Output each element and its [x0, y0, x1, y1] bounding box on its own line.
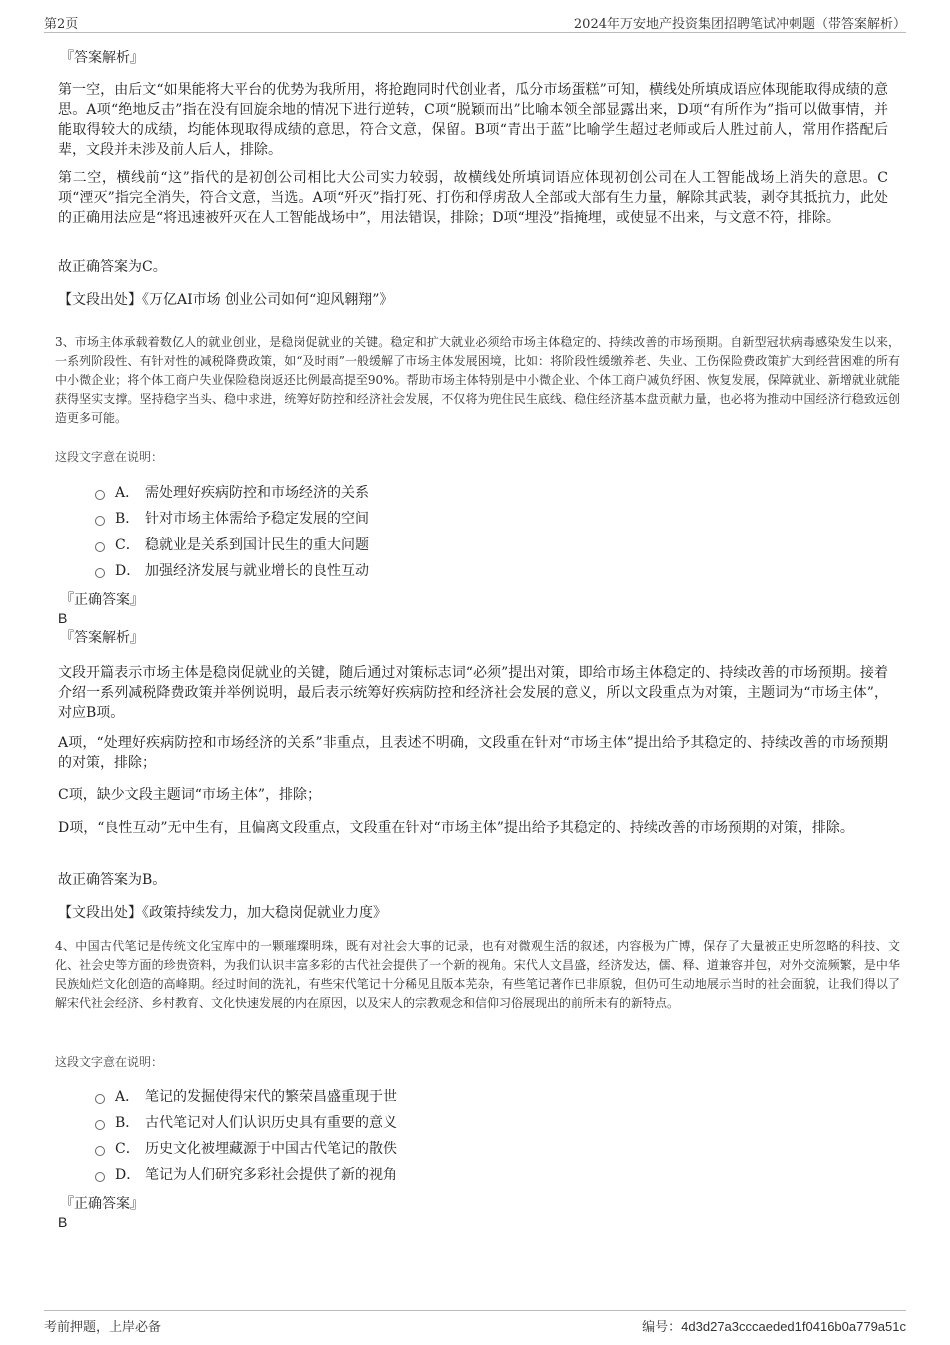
- option-letter: A．: [115, 485, 140, 501]
- answer-conclusion: 故正确答案为B。: [58, 872, 167, 888]
- option-letter: C．: [115, 1141, 140, 1157]
- option-a[interactable]: [95, 1087, 397, 1107]
- analysis-paragraph-3: C项，缺少文段主题词“市场主体”，排除；: [58, 787, 322, 803]
- radio-icon[interactable]: [95, 1094, 105, 1104]
- option-d[interactable]: [95, 561, 369, 581]
- page-header: [44, 10, 906, 33]
- analysis-label: 『答案解析』: [60, 50, 144, 66]
- footer-slogan: 考前押题，上岸必备: [44, 1320, 162, 1335]
- option-text: 笔记的发掘使得宋代的繁荣昌盛重现于世: [145, 1089, 397, 1105]
- option-letter: D．: [115, 563, 141, 579]
- code-label: 编号：: [642, 1320, 682, 1335]
- analysis-paragraph-1: 文段开篇表示市场主体是稳岗促就业的关键，随后通过对策标志词“必须”提出对策，即给市场主体稳定的、持续改善的市场预期。接着介绍一系列减税降费政策并举例说明，最后表示统筹好疾病防控和经济社会发展的意义，所以文段重点为对策，主题词为“市场主体”，对应B项。: [58, 665, 888, 721]
- option-letter: C．: [115, 537, 140, 553]
- radio-icon[interactable]: [95, 490, 105, 500]
- correct-answer: B: [58, 610, 68, 626]
- correct-answer-label: 『正确答案』: [60, 1196, 144, 1212]
- option-b[interactable]: [95, 1113, 397, 1133]
- option-c[interactable]: [95, 535, 369, 555]
- radio-icon[interactable]: [95, 1146, 105, 1156]
- question-3-prompt: 这段文字意在说明：: [55, 450, 164, 464]
- option-text: 加强经济发展与就业增长的良性互动: [145, 563, 369, 579]
- option-text: 针对市场主体需给予稳定发展的空间: [145, 511, 369, 527]
- analysis-paragraph-4: D项，“良性互动”无中生有，且偏离文段重点，文段重在针对“市场主体”提出给予其稳定的、持续改善的市场预期的对策，排除。: [58, 820, 854, 836]
- radio-icon[interactable]: [95, 568, 105, 578]
- radio-icon[interactable]: [95, 1172, 105, 1182]
- option-letter: D．: [115, 1167, 141, 1183]
- document-title: 2024年万安地产投资集团招聘笔试冲刺题（带答案解析）: [573, 17, 906, 32]
- page-number: 第2页: [44, 17, 79, 32]
- answer-conclusion: 故正确答案为C。: [58, 259, 167, 275]
- option-text: 古代笔记对人们认识历史具有重要的意义: [145, 1115, 397, 1131]
- radio-icon[interactable]: [95, 516, 105, 526]
- correct-answer-label: 『正确答案』: [60, 592, 144, 608]
- option-text: 需处理好疾病防控和市场经济的关系: [145, 485, 369, 501]
- option-a[interactable]: [95, 483, 369, 503]
- source-citation: 【文段出处】《政策持续发力，加大稳岗促就业力度》: [58, 905, 387, 921]
- source-citation: 【文段出处】《万亿AI市场 创业公司如何“迎风翱翔”》: [58, 292, 394, 308]
- analysis-paragraph-2: 第二空，横线前“这”指代的是初创公司相比大公司实力较弱，故横线处所填词语应体现初创公司在人工智能战场上消失的意思。C项“湮灭”指完全消失，符合文意，当选。A项“歼灭”指打死、打伤和俘虏敌人全部或大部有生力量，解除其武装，剥夺其抵抗力，此处的正确用法应是“将迅速被歼灭在人工智能战场中”，用法错误，排除；D项“埋没”指掩埋，或使显不出来，与文意不符，排除。: [58, 170, 888, 226]
- option-b[interactable]: [95, 509, 369, 529]
- question-4-prompt: 这段文字意在说明：: [55, 1055, 164, 1069]
- analysis-paragraph-2: A项，“处理好疾病防控和市场经济的关系”非重点，且表述不明确，文段重在针对“市场主体”提出给予其稳定的、持续改善的市场预期的对策，排除；: [58, 735, 888, 771]
- option-letter: B．: [115, 1115, 140, 1131]
- option-d[interactable]: [95, 1165, 397, 1185]
- document-code: [642, 1316, 906, 1335]
- option-text: 稳就业是关系到国计民生的重大问题: [145, 537, 369, 553]
- analysis-paragraph-1: 第一空，由后文“如果能将大平台的优势为我所用，将抢跑同时代创业者，瓜分市场蛋糕”可知，横线处所填成语应体现能取得成绩的意思。A项“绝地反击”指在没有回旋余地的情况下进行逆转，C项“脱颖而出”比喻本领全部显露出来，D项“有所作为”指可以做事情，并能取得较大的成绩，均能体现取得成绩的意思，符合文意，保留。B项“青出于蓝”比喻学生超过老师或后人胜过前人，常用作搭配后辈，文段并未涉及前人后人，排除。: [58, 82, 888, 158]
- option-letter: B．: [115, 511, 140, 527]
- analysis-label: 『答案解析』: [60, 630, 144, 646]
- question-3-text: 3、市场主体承载着数亿人的就业创业，是稳岗促就业的关键。稳定和扩大就业必须给市场主体稳定的、持续改善的市场预期。自新型冠状病毒感染发生以来，一系列阶段性、有针对性的减税降费政策，如“及时雨”一般缓解了市场主体发展困境，比如：将阶段性缓缴养老、失业、工伤保险费政策扩大到经营困难的所有中小微企业；将个体工商户失业保险稳岗返还比例最高提至90%。帮助市场主体特别是中小微企业、个体工商户减负纾困、恢复发展，保障就业、新增就业就能获得坚实支撑。坚持稳字当头、稳中求进，统筹好防控和经济社会发展，不仅将为兜住民生底线、稳住经济基本盘贡献力量，也必将为推动中国经济行稳致远创造更多可能。: [55, 335, 900, 425]
- option-letter: A．: [115, 1089, 140, 1105]
- code-value: 4d3d27a3cccaeded1f0416b0a779a51c: [681, 1319, 906, 1334]
- option-text: 历史文化被埋藏源于中国古代笔记的散佚: [145, 1141, 397, 1157]
- question-4-text: 4、中国古代笔记是传统文化宝库中的一颗璀璨明珠，既有对社会大事的记录，也有对微观生活的叙述，内容极为广博，保存了大量被正史所忽略的科技、文化、社会史等方面的珍贵资料，为我们认识丰富多彩的古代社会提供了一个新的视角。宋代人文昌盛，经济发达，儒、释、道兼容并包，对外交流频繁，是中华民族灿烂文化创造的高峰期。经过时间的洗礼，有些宋代笔记十分稀见且版本芜杂，有些笔记著作已非原貌，但仍可生动地展示当时的社会面貌，让我们得以了解宋代社会经济、乡村教育、文化快速发展的内在原因，以及宋人的宗教观念和信仰习俗展现出的前所未有的新特点。: [55, 939, 900, 1010]
- correct-answer: B: [58, 1214, 68, 1230]
- radio-icon[interactable]: [95, 1120, 105, 1130]
- option-c[interactable]: [95, 1139, 397, 1159]
- page-footer: [44, 1310, 906, 1337]
- option-text: 笔记为人们研究多彩社会提供了新的视角: [145, 1167, 397, 1183]
- radio-icon[interactable]: [95, 542, 105, 552]
